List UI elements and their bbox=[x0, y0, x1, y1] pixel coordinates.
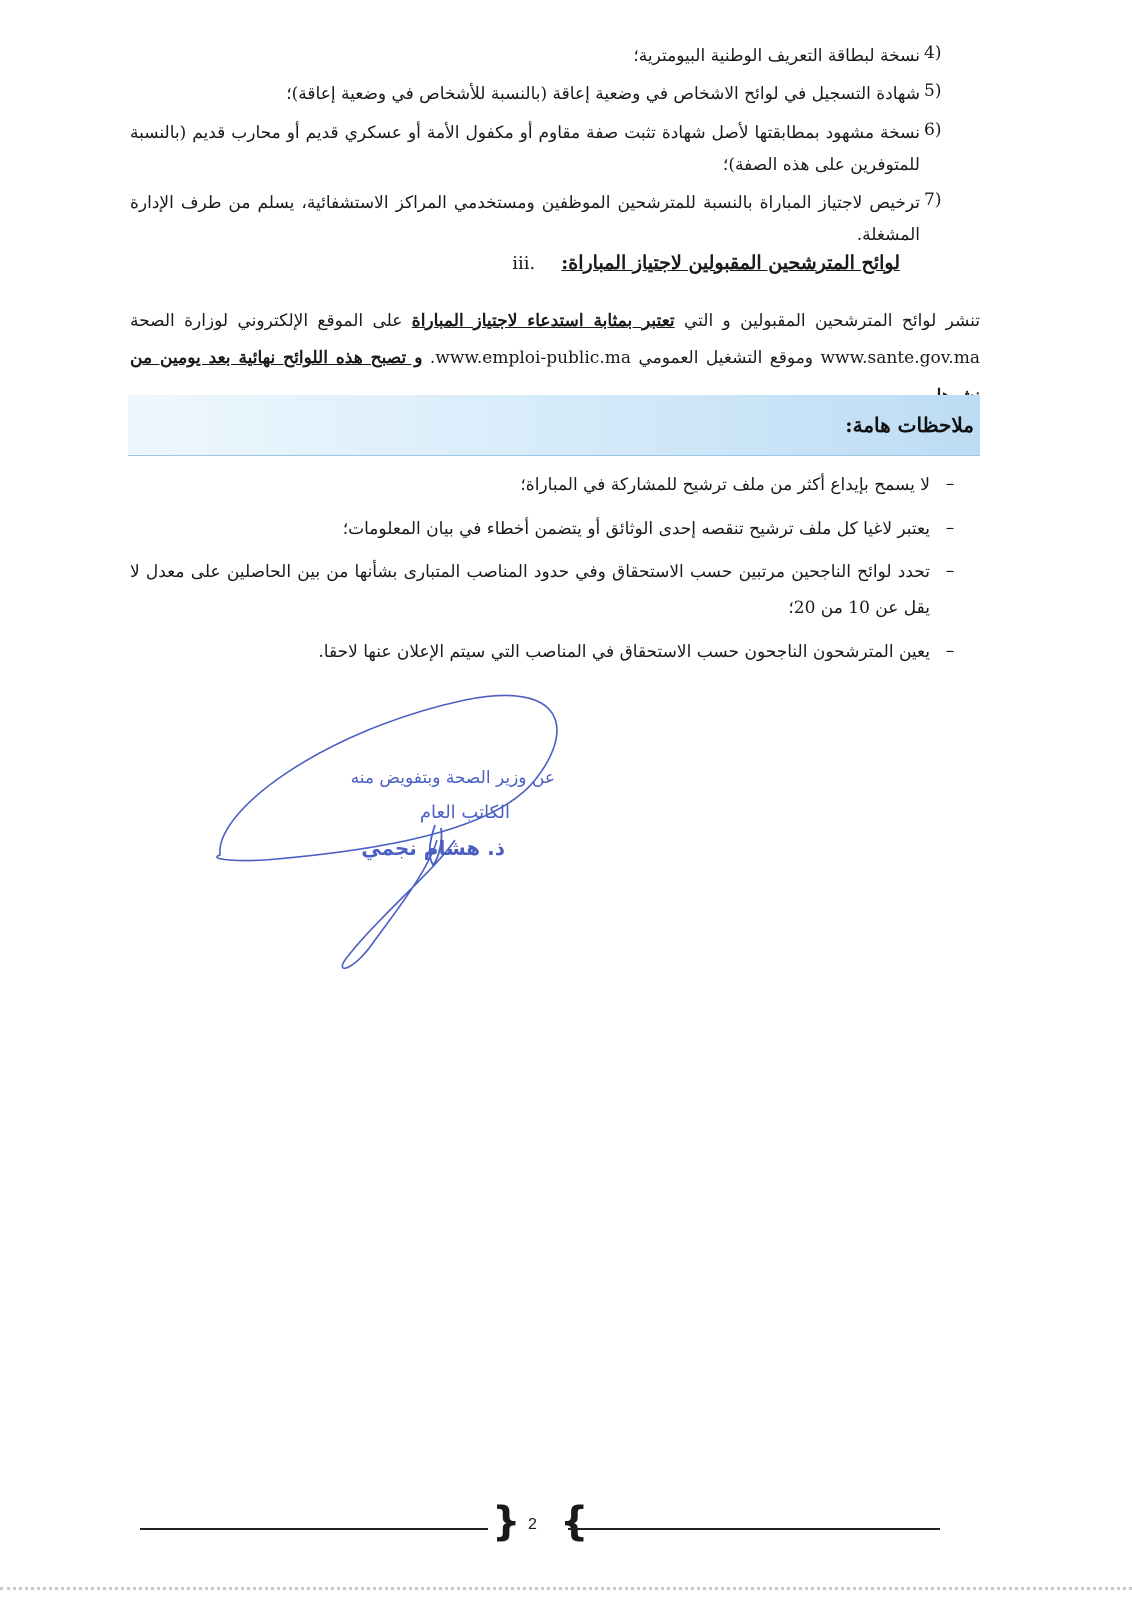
notes-heading: ملاحظات هامة: bbox=[845, 413, 974, 437]
item-text: نسخة مشهود بمطابقتها لأصل شهادة تثبت صفة مقاوم أو مكفول الأمة أو عسكري قديم أو محارب قديم (بالنسبة للمتوفرين على هذه الصفة)؛ bbox=[130, 122, 920, 175]
required-documents-list bbox=[130, 40, 960, 258]
paragraph-emphasis: و تصبح هذه اللوائح نهائية بعد يومين من bbox=[130, 348, 423, 369]
paragraph-text: تنشر لوائح المترشحين المقبولين و التي bbox=[674, 311, 981, 331]
item-number: 5) bbox=[924, 81, 942, 102]
note-text: يعين المترشحون الناجحون حسب الاستحقاق في المناصب التي سيتم الإعلان عنها لاحقا. bbox=[318, 641, 930, 662]
note-item bbox=[130, 635, 970, 671]
page-number: 2 bbox=[528, 1516, 537, 1533]
note-text: يعتبر لاغيا كل ملف ترشيح تنقصه إحدى الوثائق أو يتضمن أخطاء في بيان المعلومات؛ bbox=[342, 518, 930, 539]
note-item bbox=[130, 468, 970, 504]
list-item bbox=[130, 117, 960, 182]
section-number: iii. bbox=[512, 253, 536, 274]
section-title: لوائح المترشحين المقبولين لاجتياز المباراة: bbox=[561, 252, 900, 274]
section-heading bbox=[512, 252, 900, 274]
signature-name: ذ. هشام نجمي bbox=[361, 836, 505, 860]
item-number: 6) bbox=[924, 119, 942, 140]
item-text: نسخة لبطاقة التعريف الوطنية البيومترية؛ bbox=[633, 46, 920, 66]
note-text: تحدد لوائح الناجحين مرتبين حسب الاستحقاق وفي حدود المناصب المتبارى بشأنها من بين الحاصلين على معدل لا يقل عن 10 من 20؛ bbox=[130, 562, 930, 619]
item-number: 7) bbox=[924, 190, 942, 211]
brace-right-icon: } bbox=[560, 1499, 589, 1545]
dash-bullet: – bbox=[945, 561, 955, 582]
notes-heading-bar bbox=[128, 395, 980, 456]
list-item bbox=[130, 78, 960, 110]
sante-website-url: www.sante.gov.ma bbox=[820, 348, 980, 369]
signature-line: عن وزير الصحة وبتفويض منه bbox=[350, 768, 555, 788]
list-item bbox=[130, 40, 960, 72]
list-item bbox=[130, 187, 960, 252]
footer-rule bbox=[140, 1528, 488, 1530]
note-text: لا يسمح بإيداع أكثر من ملف ترشيح للمشاركة في المباراة؛ bbox=[520, 475, 930, 495]
item-text: شهادة التسجيل في لوائح الاشخاص في وضعية إعاقة (بالنسبة للأشخاص في وضعية إعاقة)؛ bbox=[286, 84, 920, 105]
paragraph-emphasis: تعتبر بمثابة استدعاء لاجتياز المباراة bbox=[411, 311, 675, 331]
signature-scribble-icon bbox=[205, 690, 595, 980]
scan-edge-divider bbox=[0, 1587, 1132, 1594]
item-text: ترخيص لاجتياز المباراة بالنسبة للمترشحين الموظفين ومستخدمي المراكز الاستشفائية، يسلم من طرف الإدارة المشغلة. bbox=[130, 193, 920, 246]
brace-left-icon: { bbox=[492, 1499, 521, 1545]
dash-bullet: – bbox=[945, 640, 955, 661]
dash-bullet: – bbox=[945, 517, 955, 538]
paragraph-text: . bbox=[422, 348, 436, 369]
page-footer bbox=[140, 1499, 940, 1552]
emploi-website-url: www.emploi-public.ma bbox=[435, 348, 631, 369]
notes-list bbox=[130, 468, 970, 678]
signature-stamp bbox=[205, 690, 595, 980]
item-number: 4) bbox=[924, 43, 942, 63]
signature-title: الكاتب العام bbox=[419, 802, 510, 823]
note-item bbox=[130, 555, 970, 626]
paragraph-text: على الموقع الإلكتروني لوزارة الصحة bbox=[130, 311, 412, 331]
footer-rule bbox=[568, 1528, 940, 1530]
note-item bbox=[130, 512, 970, 548]
dash-bullet: – bbox=[945, 474, 955, 494]
paragraph-text: وموقع التشغيل العمومي bbox=[631, 348, 821, 369]
